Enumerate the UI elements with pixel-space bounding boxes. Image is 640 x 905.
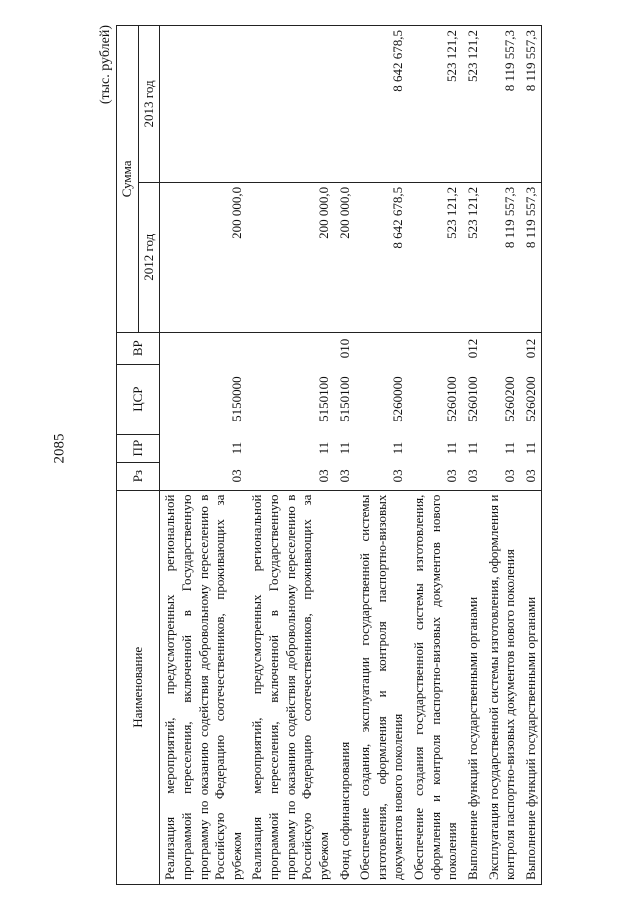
row-name: Фонд софинансирования [335, 490, 356, 884]
row-amount-2013: 8 119 557,3 [484, 26, 521, 183]
row-amount-2012: 8 642 678,5 [355, 182, 409, 332]
row-amount-2013: 523 121,2 [463, 26, 484, 183]
row-vr [409, 332, 463, 364]
row-pr: 11 [464, 441, 480, 455]
row-csr: 5260100 [464, 376, 480, 422]
row-vr: 012 [464, 338, 480, 359]
row-amount-2013: 523 121,2 [409, 26, 463, 183]
row-vr [355, 332, 409, 364]
budget-table [116, 25, 542, 885]
row-rz: 03 [464, 469, 480, 483]
row-amount-2012: 200 000,0 [160, 182, 248, 332]
row-pr: 11 [390, 441, 406, 455]
row-amount-2013 [247, 26, 334, 183]
row-csr: 5150100 [315, 376, 331, 422]
row-vr [160, 332, 248, 364]
row-rz: 03 [315, 469, 331, 483]
table-body [160, 26, 542, 885]
row-rz: 03 [521, 462, 542, 490]
row-pr: 11 [228, 441, 244, 455]
header-csr: ЦСР [117, 364, 160, 434]
header-sum: Сумма [117, 26, 139, 333]
table-row [484, 26, 521, 885]
row-amount-2013: 8 119 557,3 [521, 26, 542, 183]
row-csr: 5260200 [521, 364, 542, 434]
row-csr: 5150000 [228, 376, 244, 422]
table-row [160, 26, 248, 885]
row-rz: 03 [502, 469, 518, 483]
table-row [521, 26, 542, 885]
row-csr: 5260000 [390, 376, 406, 422]
header-2013: 2013 год [138, 26, 160, 183]
row-pr: 11 [521, 434, 542, 462]
row-pr: 11 [336, 441, 352, 455]
budget-table-sheet [100, 25, 620, 885]
row-name: Выполнение функций государственными органами [463, 490, 484, 884]
header-pr: ПР [117, 434, 160, 462]
row-name: Выполнение функций государственными органами [521, 490, 542, 884]
row-name: Обеспечение создания, эксплуатации государственной системы изготовления, оформления и контроля паспортно-визовых документов нового поколения [355, 490, 409, 884]
table-row [335, 26, 356, 885]
page-number: 2085 [51, 433, 68, 464]
row-csr: 5150100 [336, 376, 352, 422]
row-rz: 03 [336, 469, 352, 483]
row-pr: 11 [315, 441, 331, 455]
units-label: (тыс. рублей) [98, 25, 113, 105]
row-amount-2012: 200 000,0 [335, 182, 356, 332]
row-amount-2013: 8 642 678,5 [355, 26, 409, 183]
table-header [117, 26, 160, 885]
row-rz: 03 [390, 469, 406, 483]
row-pr: 11 [502, 441, 518, 455]
row-amount-2012: 200 000,0 [247, 182, 334, 332]
row-amount-2012: 523 121,2 [409, 182, 463, 332]
table-row [355, 26, 409, 885]
header-rz: Рз [117, 462, 160, 490]
header-2012: 2012 год [138, 182, 160, 332]
row-rz: 03 [228, 469, 244, 483]
table-row [409, 26, 463, 885]
row-name: Реализация мероприятий, предусмотренных региональной программой переселения, включенной в Государственную программу по оказанию содействия добровольному переселению в Российскую Федерацию соотечественников, проживающих за рубежом [247, 490, 334, 884]
row-pr: 11 [444, 441, 460, 455]
row-amount-2012: 8 119 557,3 [484, 182, 521, 332]
row-amount-2013 [335, 26, 356, 183]
table-row [463, 26, 484, 885]
row-name: Эксплуатация государственной системы изготовления, оформления и контроля паспортно-визовых документов нового поколения [484, 490, 521, 884]
row-amount-2012: 523 121,2 [463, 182, 484, 332]
header-vr: ВР [117, 332, 160, 364]
row-name: Обеспечение создания государственной системы изготовления, оформления и контроля паспортно-визовых документов нового поколения [409, 490, 463, 884]
row-vr: 010 [336, 338, 352, 359]
row-amount-2012: 8 119 557,3 [521, 182, 542, 332]
row-vr: 012 [521, 332, 542, 364]
row-vr [484, 332, 521, 364]
row-amount-2013 [160, 26, 248, 183]
row-csr: 5260100 [444, 376, 460, 422]
row-rz: 03 [444, 469, 460, 483]
row-name: Реализация мероприятий, предусмотренных региональной программой переселения, включенной в Государственную программу по оказанию содействия добровольному переселению в Российскую Федерацию соотечественников, проживающих за рубежом [160, 490, 248, 884]
row-vr [247, 332, 334, 364]
table-row [247, 26, 334, 885]
row-csr: 5260200 [502, 376, 518, 422]
header-name: Наименование [117, 490, 160, 884]
